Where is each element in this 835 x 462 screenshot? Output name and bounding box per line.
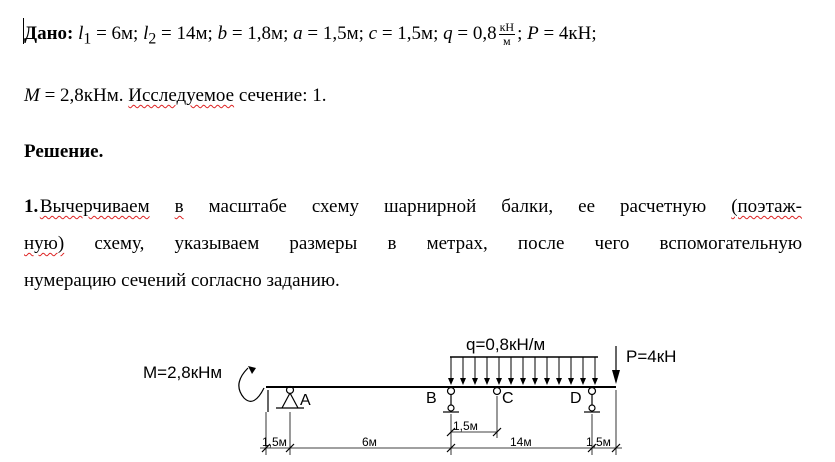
word-17: чего <box>594 233 630 254</box>
support-B-label: B <box>426 390 437 407</box>
dimension-lines <box>260 390 622 455</box>
b-value: = 1,8м; <box>227 22 289 44</box>
spellcheck-word-2: в <box>174 196 184 217</box>
l1-subscript: 1 <box>83 30 92 48</box>
support-D <box>584 388 600 413</box>
word-5: шарнирной <box>384 196 477 217</box>
q-unit-numerator: кН <box>499 20 515 34</box>
support-A <box>268 387 304 413</box>
given-label: Дано: <box>24 22 74 44</box>
q-value: = 0,8 <box>452 22 497 44</box>
dim-right-label: 1,5м <box>586 435 611 449</box>
q-separator: ; <box>517 22 523 44</box>
P-symbol: P <box>527 22 539 44</box>
l2-subscript: 2 <box>148 30 157 48</box>
solution-heading: Решение. <box>24 141 104 162</box>
spellcheck-word-1: Вычерчиваем <box>39 196 150 217</box>
P-value: = 4кН; <box>538 22 597 44</box>
force-label: P=4кН <box>626 347 677 366</box>
force-arrowhead <box>612 370 620 384</box>
step1-line3: нумерацию сечений согласно заданию. <box>24 270 340 291</box>
word-18: вспомогательную <box>659 233 803 254</box>
M-value: = 2,8кНм. <box>39 85 129 106</box>
q-unit-denominator: м <box>503 34 511 48</box>
moment-label: M=2,8кНм <box>143 363 223 382</box>
l2-value: = 14м; <box>156 22 213 44</box>
l1-symbol: l <box>78 22 84 44</box>
word-13: размеры <box>289 233 358 254</box>
spellcheck-word-section: Исследуемое <box>128 85 235 106</box>
spellcheck-word-10: ную) <box>24 233 65 254</box>
q-symbol: q <box>443 22 453 44</box>
dim-left-label: 1,5м <box>262 435 287 449</box>
word-16: после <box>517 233 565 254</box>
word-11: схему, <box>94 233 145 254</box>
support-D-label: D <box>570 390 582 407</box>
moment-arc <box>239 368 264 401</box>
spellcheck-word-9: (поэтаж- <box>731 196 802 217</box>
moment-arrowhead <box>248 366 256 374</box>
M-symbol: M <box>24 85 40 106</box>
step1-number: 1. <box>24 196 39 217</box>
section-rest: сечение: 1. <box>234 85 327 106</box>
dim-c-label: 1,5м <box>453 419 478 433</box>
word-4: схему <box>311 196 360 217</box>
a-value: = 1,5м; <box>302 22 364 44</box>
word-8: расчетную <box>620 196 707 217</box>
support-A-label: A <box>300 392 311 409</box>
l2-symbol: l <box>143 22 149 44</box>
dim-6-label: 6м <box>362 435 377 449</box>
a-symbol: a <box>293 22 303 44</box>
l1-value: = 6м; <box>91 22 139 44</box>
word-6: балки, <box>501 196 554 217</box>
c-symbol: c <box>368 22 378 44</box>
b-symbol: b <box>217 22 228 44</box>
load-arrowheads <box>448 378 598 385</box>
word-3: масштабе <box>208 196 287 217</box>
hinge-C <box>494 388 501 395</box>
c-value: = 1,5м; <box>377 22 439 44</box>
word-12: указываем <box>174 233 260 254</box>
word-15: метрах, <box>426 233 488 254</box>
point-C-label: C <box>502 390 514 407</box>
load-label: q=0,8кН/м <box>466 335 546 354</box>
word-14: в <box>387 233 397 254</box>
dim-14-label: 14м <box>510 435 532 449</box>
support-B <box>443 388 459 413</box>
word-7: ее <box>578 196 596 217</box>
